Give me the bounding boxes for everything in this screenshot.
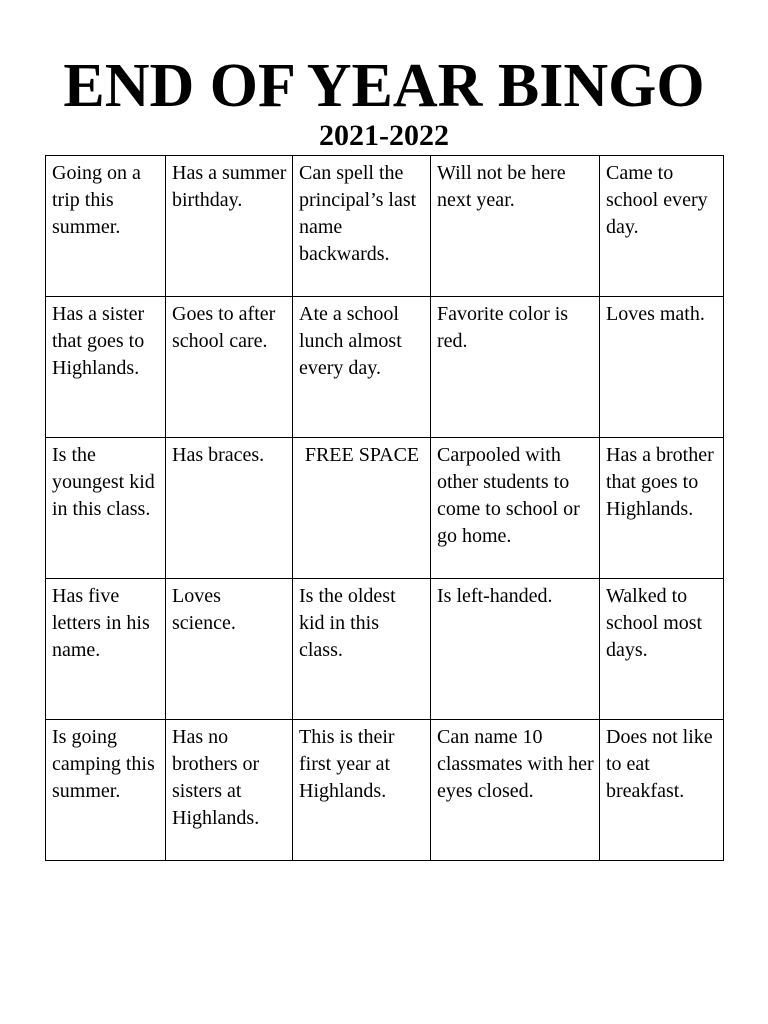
- bingo-row: [46, 579, 724, 720]
- bingo-row: [46, 720, 724, 861]
- bingo-square: Loves science.: [166, 579, 293, 720]
- bingo-square: Loves math.: [600, 297, 724, 438]
- bingo-row: [46, 156, 724, 297]
- bingo-square: Carpooled with other students to come to school or go home.: [431, 438, 600, 579]
- bingo-square: Favorite color is red.: [431, 297, 600, 438]
- bingo-square: Goes to after school care.: [166, 297, 293, 438]
- bingo-square: Is going camping this summer.: [46, 720, 166, 861]
- bingo-square: Is the youngest kid in this class.: [46, 438, 166, 579]
- bingo-square: Going on a trip this summer.: [46, 156, 166, 297]
- bingo-square: Has a summer birthday.: [166, 156, 293, 297]
- bingo-square: Is the oldest kid in this class.: [293, 579, 431, 720]
- bingo-square: Ate a school lunch almost every day.: [293, 297, 431, 438]
- bingo-square: Does not like to eat breakfast.: [600, 720, 724, 861]
- bingo-square: Came to school every day.: [600, 156, 724, 297]
- bingo-row: [46, 297, 724, 438]
- bingo-square: Has a sister that goes to Highlands.: [46, 297, 166, 438]
- bingo-square: Walked to school most days.: [600, 579, 724, 720]
- bingo-grid: [45, 155, 724, 861]
- bingo-square: Is left-handed.: [431, 579, 600, 720]
- bingo-square: Has no brothers or sisters at Highlands.: [166, 720, 293, 861]
- bingo-square: Has braces.: [166, 438, 293, 579]
- bingo-square: This is their first year at Highlands.: [293, 720, 431, 861]
- bingo-square: Will not be here next year.: [431, 156, 600, 297]
- bingo-square: Has a brother that goes to Highlands.: [600, 438, 724, 579]
- free-space-square: FREE SPACE: [293, 438, 431, 579]
- bingo-row: [46, 438, 724, 579]
- bingo-square: Can name 10 classmates with her eyes closed.: [431, 720, 600, 861]
- bingo-square: Has five letters in his name.: [46, 579, 166, 720]
- document-title: END OF YEAR BINGO: [63, 52, 705, 120]
- bingo-square: Can spell the principal’s last name backwards.: [293, 156, 431, 297]
- school-year-subtitle: 2021-2022: [319, 119, 449, 152]
